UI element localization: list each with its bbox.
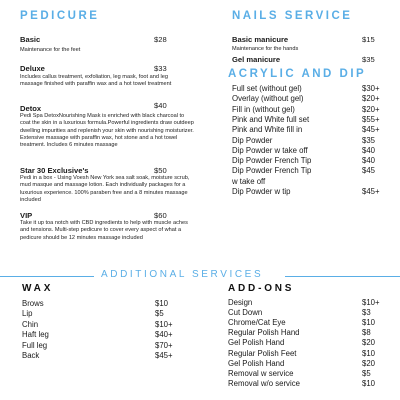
addons-item-name: Cut Down xyxy=(228,308,263,318)
addons-item-price: $3 xyxy=(362,308,371,318)
wax-item-name: Back xyxy=(22,351,40,360)
wax-item-name: Full leg xyxy=(22,340,48,350)
pedicure-basic-desc: Maintenance for the feet xyxy=(20,47,81,53)
acrylic-item-name: w take off xyxy=(232,176,266,186)
addons-item-name: Design xyxy=(228,298,253,307)
wax-item-name: Lip xyxy=(22,309,33,319)
acrylic-item-price: $45+ xyxy=(362,187,380,196)
acrylic-item-price: $40 xyxy=(362,145,376,155)
addons-item-name: Removal w service xyxy=(228,368,294,378)
addons-item-price: $10 xyxy=(362,378,376,388)
wax-item-price: $10 xyxy=(155,299,169,308)
wax-item-name: Chin xyxy=(22,319,39,329)
wax-title: WAX xyxy=(22,283,54,294)
acrylic-item-price: $20+ xyxy=(362,104,380,114)
wax-item-price: $10+ xyxy=(155,319,173,329)
acrylic-item-name: Dip Powder xyxy=(232,135,273,145)
additional-left-rule xyxy=(0,276,94,277)
nails-gel-price: $35 xyxy=(362,55,375,64)
pedicure-deluxe-desc: Includes callus treatment, exfoliation, leg mask, foot and leg massage finished with paraffin wax and a hot towel treatment xyxy=(20,74,172,88)
pedicure-vip-desc: Take it up toa notch with CBD ingredients to help with muscle aches and tensions. Multi-step pedicure to cover every aspect of what a pedicure should be 12 minutes massage included xyxy=(20,220,188,241)
addons-item-price: $10+ xyxy=(362,298,380,307)
acrylic-item-price: $45 xyxy=(362,166,376,176)
addons-title: ADD-ONS xyxy=(228,283,295,294)
pedicure-title: PEDICURE xyxy=(20,10,100,22)
wax-item-price: $40+ xyxy=(155,330,173,340)
pedicure-detox-name: Detox xyxy=(20,104,42,113)
additional-title: ADDITIONAL SERVICES xyxy=(101,269,264,280)
pedicure-star30-desc: Pedi in a box - Using Voesh New York sea salt soak, moisture scrub, mud masque and massage lotion. Each individually packages for a luxurious experience. 100% paraben free and a 8 minutes massage included xyxy=(20,175,190,203)
wax-item-name: Haft leg xyxy=(22,330,49,340)
nails-basic-price: $15 xyxy=(362,35,375,44)
pedicure-star30-name: Star 30 Exclusive's xyxy=(20,166,89,175)
acrylic-item-name: Fill in (without gel) xyxy=(232,104,295,114)
wax-item-price: $70+ xyxy=(155,340,173,350)
acrylic-item-name: Dip Powder w take off xyxy=(232,145,308,155)
acrylic-item-price: $30+ xyxy=(362,84,380,93)
addons-item-name: Regular Polish Feet xyxy=(228,348,297,358)
addons-item-name: Gel Polish Hand xyxy=(228,338,285,348)
addons-item-price: $10 xyxy=(362,348,376,358)
acrylic-item-name: Pink and White full set xyxy=(232,114,310,124)
nails-gel-name: Gel manicure xyxy=(232,55,281,64)
addons-item-price: $20 xyxy=(362,338,376,348)
addons-item-price: $10 xyxy=(362,318,376,328)
addons-item-name: Chrome/Cat Eye xyxy=(228,318,286,328)
addons-item-price: $20 xyxy=(362,358,376,368)
acrylic-title: ACRYLIC AND DIP xyxy=(228,68,367,80)
acrylic-item-name: Pink and White fill in xyxy=(232,125,303,135)
acrylic-item-price: $45+ xyxy=(362,125,380,135)
pedicure-vip-price: $60 xyxy=(154,211,167,220)
acrylic-item-name: Dip Powder w tip xyxy=(232,187,291,196)
pedicure-detox-desc: Pedi Spa DetoxNourishing Mask is enriched with black charcoal to coat the skin in a luxurious formula.Powerful ingredients draw outdeep dwelling impurities and replenish your skin with nourishing moisturizer. Extensive massage with paraffin wax, hot stone and a hot towel treatment. Includes 6 minutes massage xyxy=(20,113,194,149)
pedicure-basic-name: Basic xyxy=(20,35,41,44)
acrylic-item-name: Full set (without gel) xyxy=(232,84,302,93)
acrylic-item-price: $55+ xyxy=(362,114,380,124)
wax-item-price: $45+ xyxy=(155,351,173,360)
pedicure-detox-price: $40 xyxy=(154,101,167,110)
addons-item-name: Regular Polish Hand xyxy=(228,328,300,338)
pedicure-vip-name: VIP xyxy=(20,211,33,220)
nails-title: NAILS SERVICE xyxy=(232,10,353,22)
addons-item-price: $8 xyxy=(362,328,371,338)
wax-item-price: $5 xyxy=(155,309,164,319)
nails-basic-name: Basic manicure xyxy=(232,35,289,44)
acrylic-item-name: Dip Powder French Tip xyxy=(232,156,312,166)
pedicure-basic-price: $28 xyxy=(154,35,167,44)
pedicure-deluxe-name: Deluxe xyxy=(20,64,45,73)
acrylic-item-name: Dip Powder French Tip xyxy=(232,166,312,176)
acrylic-item-name: Overlay (without gel) xyxy=(232,94,304,104)
addons-item-name: Gel Polish Hand xyxy=(228,358,285,368)
addons-item-price: $5 xyxy=(362,368,371,378)
wax-item-name: Brows xyxy=(22,299,44,308)
pedicure-star30-price: $50 xyxy=(154,166,167,175)
acrylic-item-price: $35 xyxy=(362,135,376,145)
pedicure-deluxe-price: $33 xyxy=(154,64,167,73)
addons-item-name: Removal w/o service xyxy=(228,378,300,388)
acrylic-item-price: $20+ xyxy=(362,94,380,104)
acrylic-item-price: $40 xyxy=(362,156,376,166)
nails-basic-desc: Maintenance for the hands xyxy=(232,46,299,52)
additional-right-rule xyxy=(285,276,400,277)
